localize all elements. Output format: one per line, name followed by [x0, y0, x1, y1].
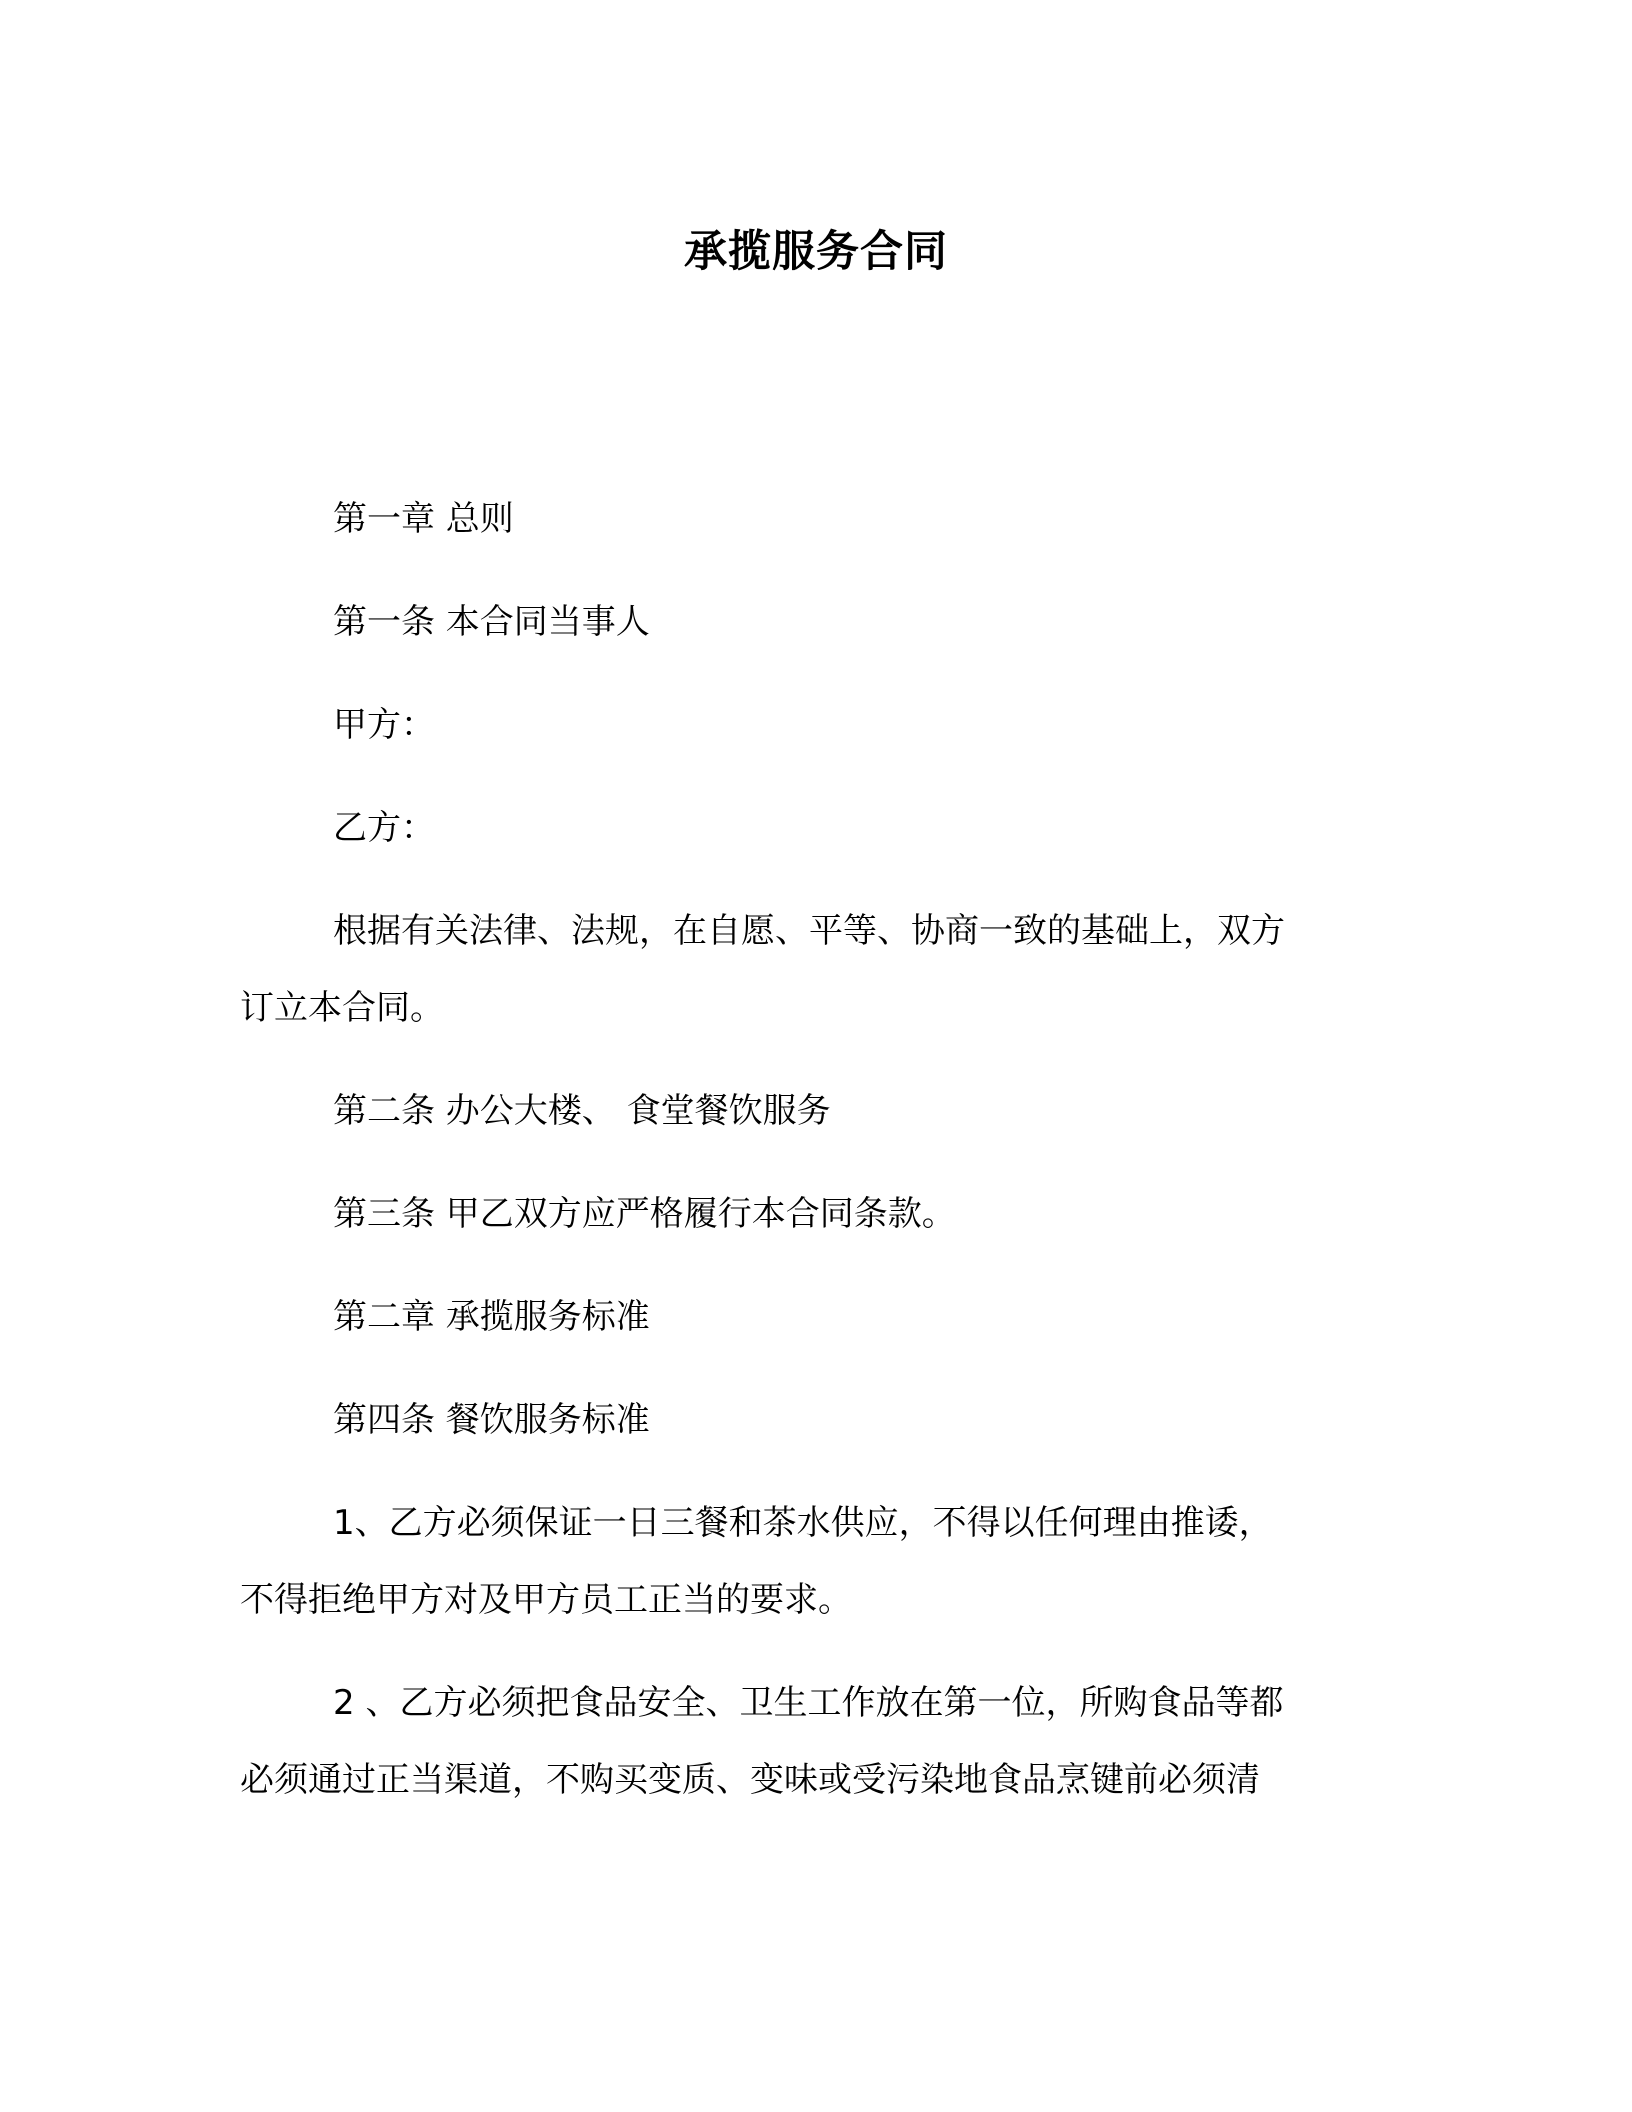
item-1-line-2: 不得拒绝甲方对及甲方员工正当的要求。: [240, 1580, 852, 1620]
document-title: 承揽服务合同: [684, 227, 948, 277]
article-3-heading: 第三条 甲乙双方应严格履行本合同条款。: [333, 1194, 956, 1234]
party-b-label: 乙方：: [333, 808, 435, 848]
item-1-line-1: 1、乙方必须保证一日三餐和茶水供应，不得以任何理由推诿，: [333, 1503, 1273, 1543]
chapter-2-heading: 第二章 承揽服务标准: [333, 1297, 650, 1337]
party-a-label: 甲方：: [333, 705, 435, 745]
item-2-line-2: 必须通过正当渠道，不购买变质、变味或受污染地食品烹键前必须清: [240, 1760, 1260, 1800]
article-4-heading: 第四条 餐饮服务标准: [333, 1400, 650, 1440]
item-2-line-1: 2 、乙方必须把食品安全、卫生工作放在第一位，所购食品等都: [333, 1683, 1284, 1723]
intro-paragraph-line-1: 根据有关法律、法规，在自愿、平等、协商一致的基础上，双方: [333, 911, 1285, 951]
article-2-heading: 第二条 办公大楼、 食堂餐饮服务: [333, 1091, 831, 1131]
chapter-1-heading: 第一章 总则: [333, 499, 514, 539]
intro-paragraph-line-2: 订立本合同。: [240, 988, 444, 1028]
article-1-heading: 第一条 本合同当事人: [333, 602, 650, 642]
